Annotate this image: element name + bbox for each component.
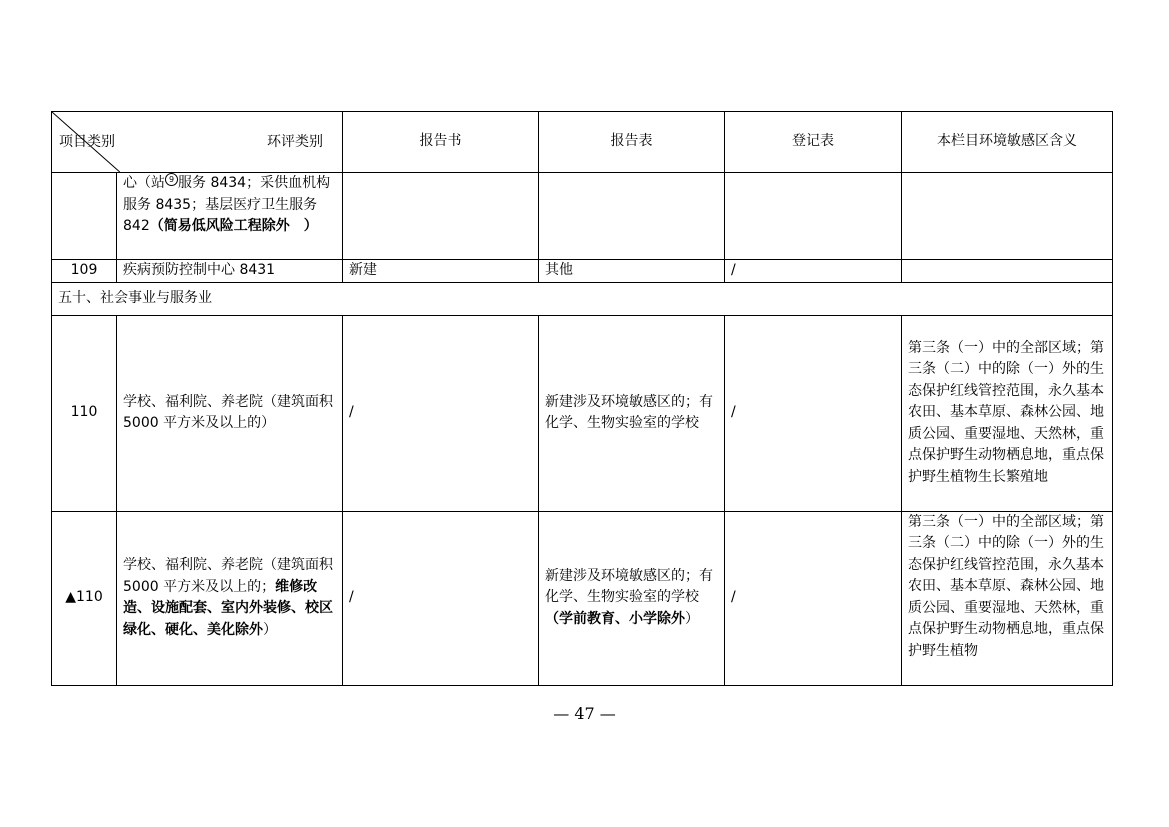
row-sensitive: 第三条（一）中的全部区域；第三条（二）中的除（一）外的生态保护红线管控范围，永久基本农田、基本草原、森林公园、地质公园、重要湿地、天然林，重点保护野生动物栖息地，重点保护野生植物生长繁殖地	[902, 315, 1113, 511]
row-name-part2: 服务 8434；采供血机构服务 8435；基层医疗卫生服务 842	[123, 175, 331, 234]
row-report-form: 新建涉及环境敏感区的；有化学、生物实验室的学校	[539, 315, 725, 511]
row-number	[52, 173, 117, 260]
header-registration: 登记表	[725, 112, 902, 173]
row-registration: /	[725, 315, 902, 511]
row-report-form: 其他	[539, 260, 725, 283]
header-row	[52, 112, 1113, 173]
table-row-110-amended	[52, 511, 1113, 685]
row-name: 学校、福利院、养老院（建筑面积 5000 平方米及以上的）	[117, 315, 343, 511]
row-number: ▲110	[52, 511, 117, 685]
classification-table	[51, 111, 1113, 686]
row-sensitive	[902, 173, 1113, 260]
row-name-plain: 学校、福利院、养老院（建筑面积 5000 平方米及以上的；	[123, 557, 333, 595]
row-report-form-bold: （学前教育、小学除外	[545, 610, 685, 627]
row-name: 疾病预防控制中心 8431	[117, 260, 343, 283]
row-name-end: ）	[263, 621, 277, 638]
table-row-109	[52, 260, 1113, 283]
table-row-continued	[52, 173, 1113, 260]
row-name-bold: （简易低风险工程除外 ）	[149, 218, 318, 234]
row-sensitive: 第三条（一）中的全部区域；第三条（二）中的除（一）外的生态保护红线管控范围，永久基本农田、基本草原、森林公园、地质公园、重要湿地、天然林，重点保护野生动物栖息地，重点保护野生植物	[902, 511, 1113, 685]
row-name-part1: 心（站	[123, 175, 165, 191]
row-number: 109	[52, 260, 117, 283]
row-registration: /	[725, 511, 902, 685]
row-sensitive	[902, 260, 1113, 283]
row-report: /	[343, 511, 539, 685]
project-category-label: 项目类别	[59, 134, 115, 150]
section-title: 五十、社会事业与服务业	[52, 282, 1113, 315]
row-report-form	[539, 173, 725, 260]
table-row-110	[52, 315, 1113, 511]
row-report: /	[343, 315, 539, 511]
row-name-bold: 维修改造、设施配套、室内外装修、校区绿化、硬化、美化除外	[123, 578, 333, 638]
section-row	[52, 282, 1113, 315]
footnote-badge: 9	[165, 173, 178, 186]
page-number: — 47 —	[553, 704, 616, 723]
row-report-form	[539, 511, 725, 685]
row-name	[117, 173, 343, 260]
header-report-form: 报告表	[539, 112, 725, 173]
diagonal-header-cell	[52, 112, 343, 173]
header-report: 报告书	[343, 112, 539, 173]
row-registration	[725, 173, 902, 260]
row-report	[343, 173, 539, 260]
eia-category-label: 环评类别	[267, 134, 323, 150]
row-report-form-plain: 新建涉及环境敏感区的；有化学、生物实验室的学校	[545, 567, 713, 606]
row-number: 110	[52, 315, 117, 511]
header-sensitive-area: 本栏目环境敏感区含义	[902, 112, 1113, 173]
row-name	[117, 511, 343, 685]
row-registration: /	[725, 260, 902, 283]
row-report: 新建	[343, 260, 539, 283]
row-report-form-end: ）	[685, 610, 699, 627]
